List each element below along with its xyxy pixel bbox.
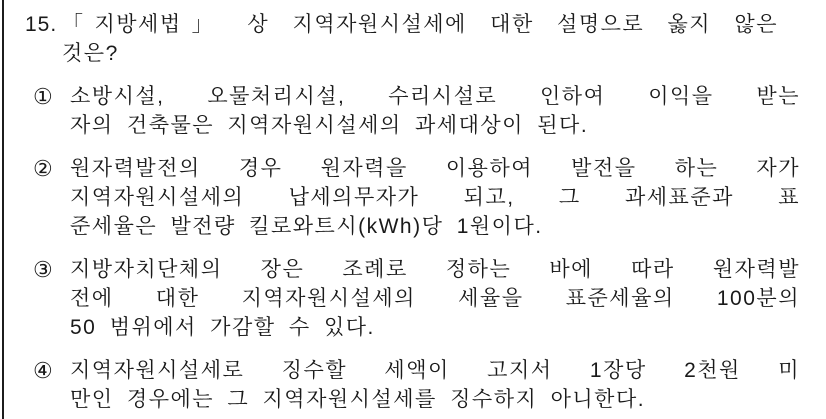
option-3-line-2: 전에 대한 지역자원시설세의 세율을 표준세율의 100분의 — [70, 287, 800, 310]
option-2-line-2: 지역자원시설세의 납세의무자가 되고, 그 과세표준과 표 — [70, 186, 800, 209]
option-2-text — [70, 154, 800, 241]
question-15 — [0, 10, 826, 68]
option-3-line-1: 지방자치단체의 장은 조례로 정하는 바에 따라 원자력발 — [70, 258, 800, 281]
option-3-marker: ③ — [33, 257, 53, 282]
question-text — [62, 10, 778, 68]
question-number: 15. — [25, 13, 58, 36]
option-1-line-2: 자의 건축물은 지역자원시설세의 과세대상이 된다. — [70, 114, 589, 137]
option-1-text — [70, 82, 800, 140]
option-1-line-1: 소방시설, 오물처리시설, 수리시설로 인하여 이익을 받는 — [70, 85, 800, 108]
option-1-marker: ① — [33, 84, 53, 109]
option-4 — [0, 356, 826, 414]
option-3 — [0, 255, 826, 342]
option-2-marker: ② — [33, 156, 53, 181]
option-4-text — [70, 356, 800, 414]
option-3-text — [70, 255, 800, 342]
question-block — [0, 10, 826, 419]
option-2-line-1: 원자력발전의 경우 원자력을 이용하여 발전을 하는 자가 — [70, 157, 800, 180]
option-3-line-3: 50 범위에서 가감할 수 있다. — [70, 316, 375, 339]
question-line-2: 것은? — [62, 42, 119, 65]
question-line-1: 「지방세법」 상 지역자원시설세에 대한 설명으로 옳지 않은 — [62, 13, 778, 36]
option-4-line-1: 지역자원시설세로 징수할 세액이 고지서 1장당 2천원 미 — [70, 359, 800, 382]
option-4-marker: ④ — [33, 358, 53, 383]
option-2-line-3: 준세율은 발전량 킬로와트시(kWh)당 1원이다. — [70, 215, 543, 238]
option-2 — [0, 154, 826, 241]
options-list — [0, 82, 826, 414]
option-4-line-2: 만인 경우에는 그 지역자원시설세를 징수하지 아니한다. — [70, 388, 646, 411]
option-1 — [0, 82, 826, 140]
